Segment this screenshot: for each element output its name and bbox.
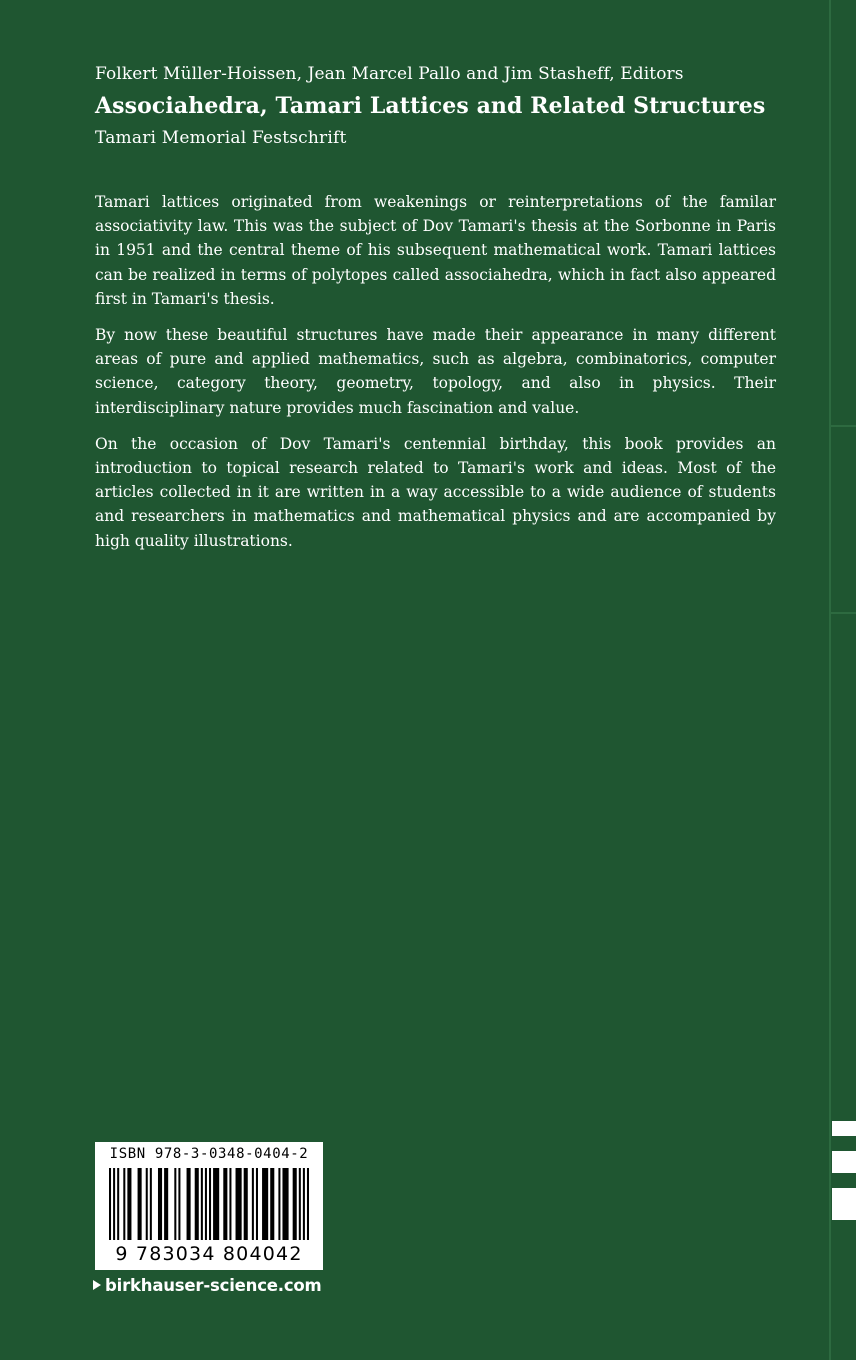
barcode-bars bbox=[105, 1168, 313, 1244]
isbn-barcode bbox=[95, 1142, 323, 1270]
barcode-digits: 9 783034 804042 bbox=[115, 1243, 303, 1265]
barcode-bar bbox=[299, 1168, 301, 1240]
barcode-bar bbox=[229, 1168, 231, 1240]
edge-marker-bar bbox=[832, 1188, 856, 1220]
spine-divider bbox=[831, 612, 856, 614]
book-subtitle: Tamari Memorial Festschrift bbox=[95, 128, 347, 148]
barcode-bar bbox=[138, 1168, 142, 1240]
barcode-bar bbox=[262, 1168, 268, 1240]
barcode-bar bbox=[127, 1168, 131, 1240]
barcode-bar bbox=[123, 1168, 125, 1240]
barcode-bar bbox=[256, 1168, 258, 1240]
book-title: Associahedra, Tamari Lattices and Related Structures bbox=[95, 93, 766, 119]
barcode-bar bbox=[278, 1168, 280, 1240]
edge-marker-bar bbox=[832, 1151, 856, 1173]
barcode-bar bbox=[113, 1168, 115, 1240]
spine-divider bbox=[831, 425, 856, 427]
blurb-paragraph: On the occasion of Dov Tamari's centennial birthday, this book provides an introduction to topical research related to Tamari's work and ideas. Most of the articles collected in it are written in a way accessible to a wide audience of students and researchers in mathematics and mathematical physics and are accompanied by high quality illustrations. bbox=[95, 434, 776, 550]
barcode-bar bbox=[109, 1168, 111, 1240]
barcode-bar bbox=[213, 1168, 219, 1240]
barcode-bar bbox=[244, 1168, 248, 1240]
editors-line: Folkert Müller-Hoissen, Jean Marcel Pallo and Jim Stasheff, Editors bbox=[95, 64, 684, 84]
barcode-bar bbox=[282, 1168, 288, 1240]
back-cover-blurb bbox=[95, 190, 776, 565]
barcode-bar bbox=[158, 1168, 162, 1240]
barcode-bar bbox=[164, 1168, 168, 1240]
barcode-bar bbox=[117, 1168, 119, 1240]
blurb-paragraph: Tamari lattices originated from weakenings or reinterpretations of the familar associativity law. This was the subject of Dov Tamari's thesis at the Sorbonne in Paris in 1951 and the central theme of his subsequent mathematical work. Tamari lattices can be realized in terms of polytopes called associahedra, which in fact also appeared first in Tamari's thesis. bbox=[95, 193, 776, 308]
barcode-bar bbox=[252, 1168, 254, 1240]
barcode-bar bbox=[223, 1168, 227, 1240]
barcode-bar bbox=[178, 1168, 180, 1240]
barcode-bar bbox=[201, 1168, 203, 1240]
isbn-label: ISBN 978-3-0348-0404-2 bbox=[109, 1146, 309, 1162]
barcode-bar bbox=[209, 1168, 211, 1240]
publisher-website[interactable] bbox=[93, 1275, 353, 1297]
barcode-bar bbox=[205, 1168, 207, 1240]
barcode-bar bbox=[174, 1168, 176, 1240]
publisher-website-label: birkhauser-science.com bbox=[105, 1276, 322, 1295]
barcode-bar bbox=[150, 1168, 152, 1240]
barcode-bar bbox=[187, 1168, 191, 1240]
spine-fold-line bbox=[829, 0, 831, 1360]
barcode-bar bbox=[303, 1168, 305, 1240]
play-arrow-icon bbox=[93, 1280, 101, 1290]
barcode-bar bbox=[293, 1168, 297, 1240]
barcode-bar bbox=[270, 1168, 274, 1240]
edge-marker-bar bbox=[832, 1121, 856, 1136]
barcode-bar bbox=[146, 1168, 148, 1240]
barcode-bar bbox=[236, 1168, 242, 1240]
barcode-bar bbox=[195, 1168, 199, 1240]
blurb-paragraph: By now these beautiful structures have made their appearance in many different areas of pure and applied mathematics, such as algebra, combinatorics, computer science, category theory, geometry, topology, and also in physics. Their interdisciplinary nature provides much fascination and value. bbox=[95, 326, 776, 417]
barcode-bar bbox=[307, 1168, 309, 1240]
